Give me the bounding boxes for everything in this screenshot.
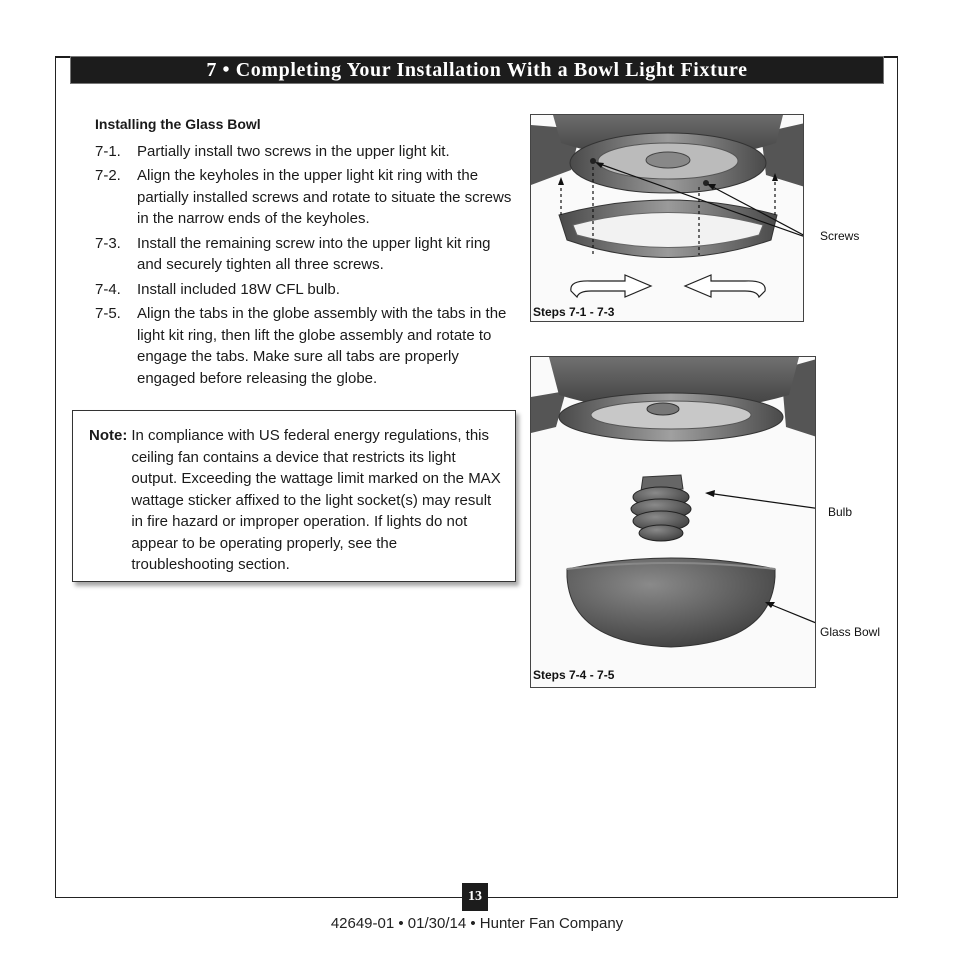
step-number: 7-2. (95, 167, 121, 184)
screw-shape (590, 158, 596, 164)
section-title: 7 • Completing Your Installation With a Bowl Light Fixture (70, 56, 884, 84)
step-text: Install included 18W CFL bulb. (137, 280, 340, 298)
step-text: Install the remaining screw into the upper light kit ring and securely tighten all three screws. (137, 234, 491, 273)
screw-shape (703, 180, 709, 186)
bulb-and-bowl-illustration (531, 357, 816, 688)
note-label: Note: (89, 427, 128, 444)
footer: 42649-01 • 01/30/14 • Hunter Fan Company (330, 915, 624, 932)
step-number: 7-4. (95, 280, 121, 298)
step-item (95, 233, 515, 276)
step-text: Partially install two screws in the upper light kit. (137, 142, 450, 160)
step-item (95, 279, 515, 301)
page-number: 13 (462, 883, 488, 911)
step-number: 7-1. (95, 142, 121, 160)
step-item (95, 165, 515, 230)
note-text: In compliance with US federal energy regulations, this ceiling fan contains a device that restricts its light output. Exceeding the wattage limit marked on the MAX wattage sticker affixed to the light socket(s) may result in fire hazard or improper operation. If lights do not appear to be operating properly, see the troubleshooting section. (131, 427, 501, 573)
bulb-callout: Bulb (828, 505, 853, 519)
cfl-bulb-shape (631, 487, 691, 541)
subheading: Installing the Glass Bowl (95, 116, 261, 132)
ring-installation-illustration (531, 115, 804, 322)
step-text: Align the keyholes in the upper light kit ring with the partially installed screws and rotate to situate the screws in the narrow ends of the keyholes. (137, 167, 512, 227)
step-text: Align the tabs in the globe assembly with the tabs in the light kit ring, then lift the globe assembly and rotate to engage the tabs. Make sure all tabs are properly engaged before releasing the globe. (137, 305, 507, 387)
note-box (72, 410, 516, 582)
figure-steps-7-1-to-7-3 (530, 114, 804, 322)
screws-callout: Screws (820, 229, 860, 243)
step-number: 7-5. (95, 305, 121, 322)
figure-caption: Steps 7-1 - 7-3 (533, 305, 615, 319)
figure-steps-7-4-to-7-5 (530, 356, 816, 688)
instructions (95, 114, 515, 392)
step-number: 7-3. (95, 234, 121, 252)
step-item (95, 303, 515, 389)
figure-caption: Steps 7-4 - 7-5 (533, 668, 615, 682)
glass-bowl-callout: Glass Bowl (820, 625, 881, 639)
step-item (95, 141, 515, 163)
